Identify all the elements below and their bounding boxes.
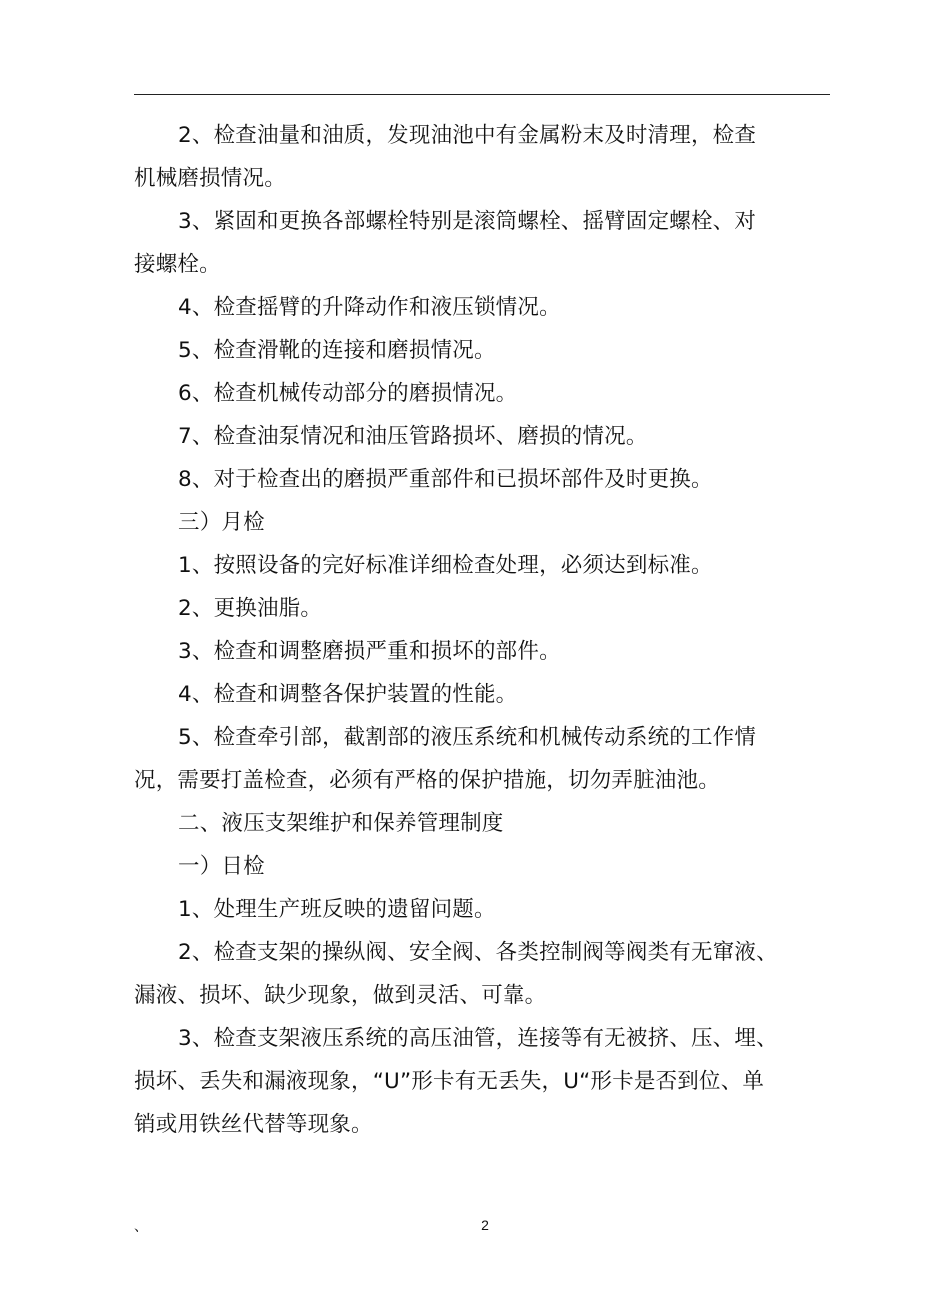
- text-line: 接螺栓。: [134, 252, 221, 277]
- section-heading: 三）月检: [178, 510, 265, 535]
- footer-mark: 、: [134, 1219, 148, 1235]
- text-line: 5、检查牵引部，截割部的液压系统和机械传动系统的工作情: [178, 725, 757, 750]
- header-rule: [134, 94, 830, 95]
- text-line: 2、更换油脂。: [178, 596, 323, 621]
- text-line: 7、检查油泵情况和油压管路损坏、磨损的情况。: [178, 424, 648, 449]
- text-line: 销或用铁丝代替等现象。: [134, 1112, 373, 1137]
- text-line: 4、检查摇臂的升降动作和液压锁情况。: [178, 295, 561, 320]
- text-line: 2、检查支架的操纵阀、安全阀、各类控制阀等阀类有无窜液、: [178, 940, 778, 965]
- page-number: 2: [481, 1217, 489, 1233]
- text-line: 3、紧固和更换各部螺栓特别是滚筒螺栓、摇臂固定螺栓、对: [178, 209, 757, 234]
- text-line: 漏液、损坏、缺少现象，做到灵活、可靠。: [134, 983, 547, 1008]
- text-line: 4、检查和调整各保护装置的性能。: [178, 682, 518, 707]
- text-line: 8、对于检查出的磨损严重部件和已损坏部件及时更换。: [178, 467, 713, 492]
- text-line: 机械磨损情况。: [134, 166, 286, 191]
- section-heading: 一）日检: [178, 854, 265, 879]
- text-line: 3、检查和调整磨损严重和损坏的部件。: [178, 639, 561, 664]
- text-line: 6、检查机械传动部分的磨损情况。: [178, 381, 518, 406]
- text-line: 损坏、丢失和漏液现象，“U”形卡有无丢失，U“形卡是否到位、单: [134, 1069, 765, 1094]
- text-line: 1、按照设备的完好标准详细检查处理，必须达到标准。: [178, 553, 713, 578]
- section-heading: 二、液压支架维护和保养管理制度: [178, 811, 504, 836]
- text-line: 5、检查滑靴的连接和磨损情况。: [178, 338, 496, 363]
- text-line: 3、检查支架液压系统的高压油管，连接等有无被挤、压、埋、: [178, 1026, 778, 1051]
- text-line: 况，需要打盖检查，必须有严格的保护措施，切勿弄脏油池。: [134, 768, 720, 793]
- text-line: 1、处理生产班反映的遗留问题。: [178, 897, 496, 922]
- text-line: 2、检查油量和油质，发现油池中有金属粉末及时清理，检查: [178, 123, 757, 148]
